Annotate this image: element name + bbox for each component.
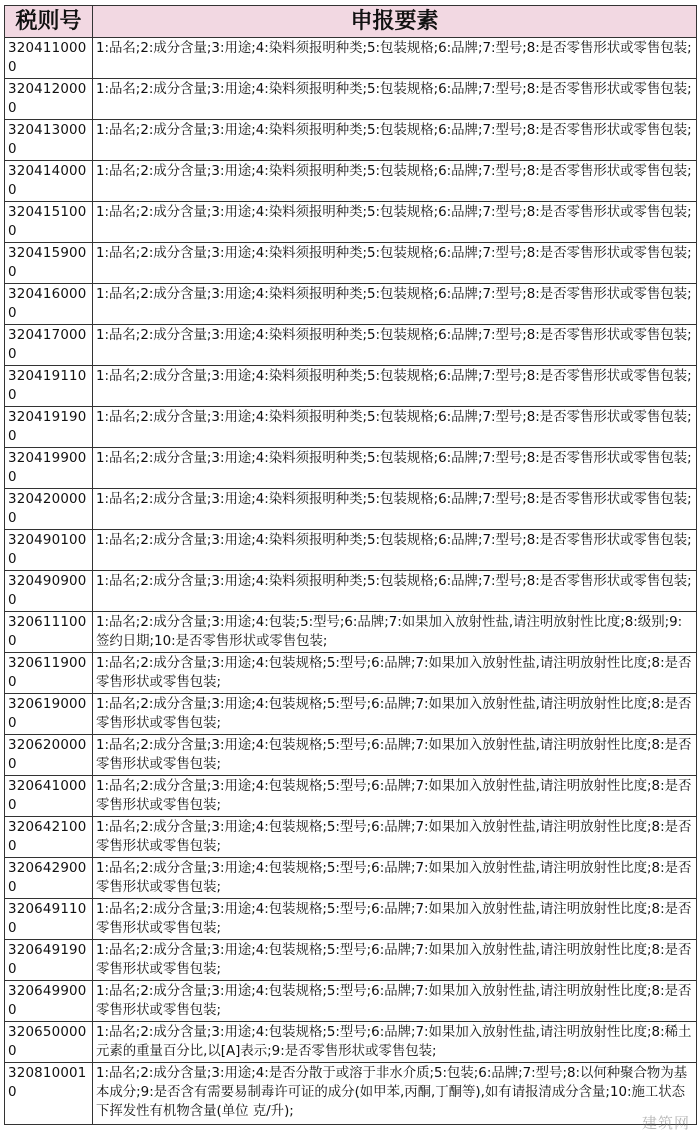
table-row	[5, 202, 697, 243]
declaration-elements-cell: 1:品名;2:成分含量;3:用途;4:染料须报明种类;5:包装规格;6:品牌;7:型号;8:是否零售形状或零售包装;	[93, 202, 697, 243]
tariff-code-cell: 3206200000	[5, 735, 93, 776]
table-row	[5, 899, 697, 940]
header-declaration-elements: 申报要素	[93, 6, 697, 38]
tariff-code-cell: 3208100010	[5, 1063, 93, 1125]
declaration-elements-cell: 1:品名;2:成分含量;3:用途;4:包装规格;5:型号;6:品牌;7:如果加入放射性盐,请注明放射性比度;8:是否零售形状或零售包装;	[93, 940, 697, 981]
table-row	[5, 981, 697, 1022]
table-row	[5, 161, 697, 202]
table-row	[5, 366, 697, 407]
declaration-elements-table-wrap	[4, 5, 696, 1125]
table-header-row	[5, 6, 697, 38]
declaration-elements-cell: 1:品名;2:成分含量;3:用途;4:包装规格;5:型号;6:品牌;7:如果加入放射性盐,请注明放射性比度;8:是否零售形状或零售包装;	[93, 981, 697, 1022]
declaration-elements-cell: 1:品名;2:成分含量;3:用途;4:包装规格;5:型号;6:品牌;7:如果加入放射性盐,请注明放射性比度;8:是否零售形状或零售包装;	[93, 899, 697, 940]
declaration-elements-cell: 1:品名;2:成分含量;3:用途;4:包装规格;5:型号;6:品牌;7:如果加入放射性盐,请注明放射性比度;8:是否零售形状或零售包装;	[93, 817, 697, 858]
tariff-code-cell: 3204130000	[5, 120, 93, 161]
table-row	[5, 38, 697, 79]
table-row	[5, 489, 697, 530]
watermark: 建筑网	[641, 1114, 690, 1132]
declaration-elements-cell: 1:品名;2:成分含量;3:用途;4:染料须报明种类;5:包装规格;6:品牌;7:型号;8:是否零售形状或零售包装;	[93, 79, 697, 120]
tariff-code-cell: 3204170000	[5, 325, 93, 366]
declaration-elements-cell: 1:品名;2:成分含量;3:用途;4:染料须报明种类;5:包装规格;6:品牌;7:型号;8:是否零售形状或零售包装;	[93, 489, 697, 530]
declaration-elements-cell: 1:品名;2:成分含量;3:用途;4:染料须报明种类;5:包装规格;6:品牌;7:型号;8:是否零售形状或零售包装;	[93, 284, 697, 325]
table-row	[5, 1022, 697, 1063]
declaration-elements-cell: 1:品名;2:成分含量;3:用途;4:包装;5:型号;6:品牌;7:如果加入放射性盐,请注明放射性比度;8:级别;9:签约日期;10:是否零售形状或零售包装;	[93, 612, 697, 653]
tariff-code-cell: 3206491900	[5, 940, 93, 981]
table-row	[5, 530, 697, 571]
declaration-elements-cell: 1:品名;2:成分含量;3:用途;4:包装规格;5:型号;6:品牌;7:如果加入放射性盐,请注明放射性比度;8:是否零售形状或零售包装;	[93, 735, 697, 776]
tariff-code-cell: 3206111000	[5, 612, 93, 653]
tariff-code-cell: 3204110000	[5, 38, 93, 79]
tariff-code-cell: 3204120000	[5, 79, 93, 120]
declaration-elements-cell: 1:品名;2:成分含量;3:用途;4:染料须报明种类;5:包装规格;6:品牌;7:型号;8:是否零售形状或零售包装;	[93, 120, 697, 161]
table-row	[5, 284, 697, 325]
tariff-code-cell: 3206421000	[5, 817, 93, 858]
table-row	[5, 325, 697, 366]
table-row	[5, 735, 697, 776]
table-row	[5, 1063, 697, 1125]
declaration-elements-cell: 1:品名;2:成分含量;3:用途;4:包装规格;5:型号;6:品牌;7:如果加入放射性盐,请注明放射性比度;8:是否零售形状或零售包装;	[93, 776, 697, 817]
tariff-code-cell: 3206491100	[5, 899, 93, 940]
table-row	[5, 653, 697, 694]
table-row	[5, 448, 697, 489]
table-row	[5, 79, 697, 120]
table-row	[5, 612, 697, 653]
tariff-code-cell: 3204191900	[5, 407, 93, 448]
table-row	[5, 407, 697, 448]
tariff-code-cell: 3204159000	[5, 243, 93, 284]
tariff-code-cell: 3204160000	[5, 284, 93, 325]
tariff-code-cell: 3206499000	[5, 981, 93, 1022]
table-row	[5, 817, 697, 858]
tariff-code-cell: 3204909000	[5, 571, 93, 612]
declaration-elements-cell: 1:品名;2:成分含量;3:用途;4:包装规格;5:型号;6:品牌;7:如果加入放射性盐,请注明放射性比度;8:是否零售形状或零售包装;	[93, 653, 697, 694]
table-row	[5, 858, 697, 899]
tariff-code-cell: 3204151000	[5, 202, 93, 243]
tariff-code-cell: 3206429000	[5, 858, 93, 899]
declaration-elements-table	[4, 5, 697, 1125]
declaration-elements-cell: 1:品名;2:成分含量;3:用途;4:包装规格;5:型号;6:品牌;7:如果加入放射性盐,请注明放射性比度;8:稀土元素的重量百分比,以[A]表示;9:是否零售形状或零售包装;	[93, 1022, 697, 1063]
tariff-code-cell: 3204199000	[5, 448, 93, 489]
declaration-elements-cell: 1:品名;2:成分含量;3:用途;4:染料须报明种类;5:包装规格;6:品牌;7:型号;8:是否零售形状或零售包装;	[93, 407, 697, 448]
table-body	[5, 38, 697, 1125]
tariff-code-cell: 3204200000	[5, 489, 93, 530]
declaration-elements-cell: 1:品名;2:成分含量;3:用途;4:染料须报明种类;5:包装规格;6:品牌;7:型号;8:是否零售形状或零售包装;	[93, 243, 697, 284]
tariff-code-cell: 3206190000	[5, 694, 93, 735]
declaration-elements-cell: 1:品名;2:成分含量;3:用途;4:染料须报明种类;5:包装规格;6:品牌;7:型号;8:是否零售形状或零售包装;	[93, 530, 697, 571]
tariff-code-cell: 3206500000	[5, 1022, 93, 1063]
declaration-elements-cell: 1:品名;2:成分含量;3:用途;4:染料须报明种类;5:包装规格;6:品牌;7:型号;8:是否零售形状或零售包装;	[93, 448, 697, 489]
table-row	[5, 940, 697, 981]
tariff-code-cell: 3204901000	[5, 530, 93, 571]
declaration-elements-cell: 1:品名;2:成分含量;3:用途;4:染料须报明种类;5:包装规格;6:品牌;7:型号;8:是否零售形状或零售包装;	[93, 571, 697, 612]
declaration-elements-cell: 1:品名;2:成分含量;3:用途;4:染料须报明种类;5:包装规格;6:品牌;7:型号;8:是否零售形状或零售包装;	[93, 366, 697, 407]
table-row	[5, 120, 697, 161]
tariff-code-cell: 3204191100	[5, 366, 93, 407]
tariff-code-cell: 3206119000	[5, 653, 93, 694]
tariff-code-cell: 3206410000	[5, 776, 93, 817]
header-tariff-code: 税则号	[5, 6, 93, 38]
tariff-code-cell: 3204140000	[5, 161, 93, 202]
declaration-elements-cell: 1:品名;2:成分含量;3:用途;4:染料须报明种类;5:包装规格;6:品牌;7:型号;8:是否零售形状或零售包装;	[93, 38, 697, 79]
table-row	[5, 776, 697, 817]
declaration-elements-cell: 1:品名;2:成分含量;3:用途;4:是否分散于或溶于非水介质;5:包装;6:品牌;7:型号;8:以何种聚合物为基本成分;9:是否含有需要易制毒许可证的成分(如甲苯,丙酮,丁酮等),如有请报清成分含量;10:施工状态下挥发性有机物含量(单位 克/升);	[93, 1063, 697, 1125]
declaration-elements-cell: 1:品名;2:成分含量;3:用途;4:包装规格;5:型号;6:品牌;7:如果加入放射性盐,请注明放射性比度;8:是否零售形状或零售包装;	[93, 858, 697, 899]
declaration-elements-cell: 1:品名;2:成分含量;3:用途;4:染料须报明种类;5:包装规格;6:品牌;7:型号;8:是否零售形状或零售包装;	[93, 325, 697, 366]
table-row	[5, 243, 697, 284]
declaration-elements-cell: 1:品名;2:成分含量;3:用途;4:染料须报明种类;5:包装规格;6:品牌;7:型号;8:是否零售形状或零售包装;	[93, 161, 697, 202]
declaration-elements-cell: 1:品名;2:成分含量;3:用途;4:包装规格;5:型号;6:品牌;7:如果加入放射性盐,请注明放射性比度;8:是否零售形状或零售包装;	[93, 694, 697, 735]
table-row	[5, 694, 697, 735]
table-row	[5, 571, 697, 612]
